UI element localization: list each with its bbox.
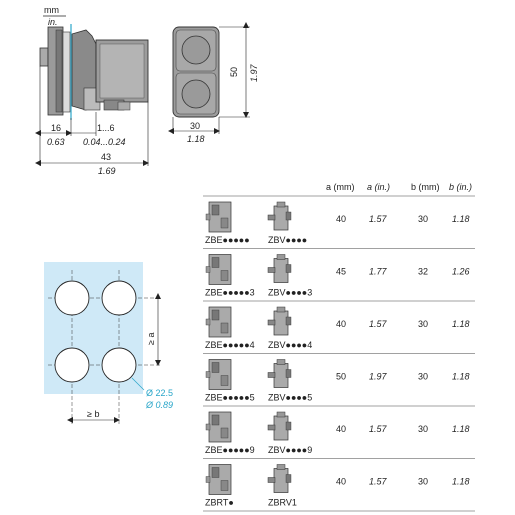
row-a-mm: 40 [336,476,347,487]
units-legend [43,5,66,27]
front-height-mm: 50 [229,66,239,77]
front-width-in: 1.18 [187,134,205,144]
row-a-mm: 40 [336,214,347,224]
light-block-icon [268,255,291,283]
front-view [173,27,259,144]
dim-panel-in: 0.04...0.24 [83,137,126,147]
dim-total-mm: 43 [101,152,112,162]
col-header-b-in: b (in.) [449,182,473,192]
light-block-icon [268,307,291,335]
light-block-icon [268,465,291,493]
hole-diameter-in: Ø 0.89 [146,400,174,410]
row-ref-contact: ZBE●●●●●5 [205,392,255,403]
dim-total-in: 1.69 [98,166,116,176]
row-ref-light: ZBV●●●● [268,235,308,245]
hole [102,348,136,382]
hole [55,348,89,382]
row-ref-light: ZBV●●●●5 [268,392,313,403]
row-b-in: 1.18 [452,371,470,382]
row-a-mm: 45 [336,266,347,277]
row-b-in: 1.18 [452,214,470,224]
row-b-in: 1.18 [452,476,470,487]
dimension-table [203,182,475,511]
row-a-in: 1.97 [369,371,387,382]
row-a-mm: 40 [336,319,347,329]
light-block-icon [268,360,291,388]
contact-block-icon [206,202,231,232]
row-b-in: 1.18 [452,424,470,434]
hole [55,281,89,315]
row-b-mm: 30 [418,214,429,224]
front-width-mm: 30 [190,121,201,131]
table-row [205,372,470,403]
col-header-a-mm: a (mm) [326,182,355,192]
hole [102,281,136,315]
spacing-a-label: ≥ a [146,332,156,345]
dim-front-mm: 16 [51,123,62,133]
row-ref-contact: ZBE●●●●●3 [205,287,255,298]
unit-in-label: in. [48,17,58,27]
row-b-in: 1.18 [452,319,470,329]
row-ref-light: ZBV●●●●4 [268,340,313,350]
dim-panel-mm: 1...6 [97,123,115,133]
spacing-b-label: ≥ b [87,409,100,419]
row-ref-light: ZBRV1 [268,497,297,508]
row-ref-light: ZBV●●●●9 [268,445,313,455]
row-b-mm: 30 [418,319,429,329]
row-a-in: 1.77 [369,266,387,277]
table-row [205,477,470,508]
drilling-layout [44,262,173,426]
row-a-in: 1.57 [369,214,387,224]
row-a-mm: 50 [336,371,347,382]
side-view [40,24,148,176]
contact-block-icon [206,307,231,337]
table-row [205,267,470,298]
row-ref-contact: ZBE●●●●●9 [205,445,255,455]
mounting-bolt [40,48,48,66]
contact-block-icon [206,255,231,285]
col-header-a-in: a (in.) [367,182,391,192]
light-block-icon [268,412,291,440]
row-a-in: 1.57 [369,319,387,329]
hole-diameter-mm: Ø 22.5 [146,388,174,398]
table-row [205,319,470,350]
row-ref-contact: ZBE●●●●●4 [205,340,255,350]
dim-front-in: 0.63 [47,137,65,147]
row-b-in: 1.26 [452,266,470,277]
row-b-mm: 30 [418,371,429,382]
table-row [205,424,470,455]
row-b-mm: 30 [418,424,429,434]
contact-block-icon [206,360,231,390]
row-a-in: 1.57 [369,476,387,487]
panel [63,32,70,112]
front-height-in: 1.97 [249,64,259,82]
contact-block-icon [206,465,231,495]
row-b-mm: 32 [418,266,429,277]
table-row [205,214,470,245]
row-ref-contact: ZBRT● [205,497,234,508]
contact-block-icon [206,412,231,442]
unit-mm-label: mm [44,5,59,15]
light-block-icon [268,202,291,230]
col-header-b-mm: b (mm) [411,182,440,192]
row-a-mm: 40 [336,424,347,434]
button-top [182,36,210,64]
row-b-mm: 30 [418,476,429,487]
button-bottom [182,80,210,108]
row-ref-light: ZBV●●●●3 [268,287,313,298]
row-ref-contact: ZBE●●●●● [205,235,250,245]
row-a-in: 1.57 [369,424,387,434]
